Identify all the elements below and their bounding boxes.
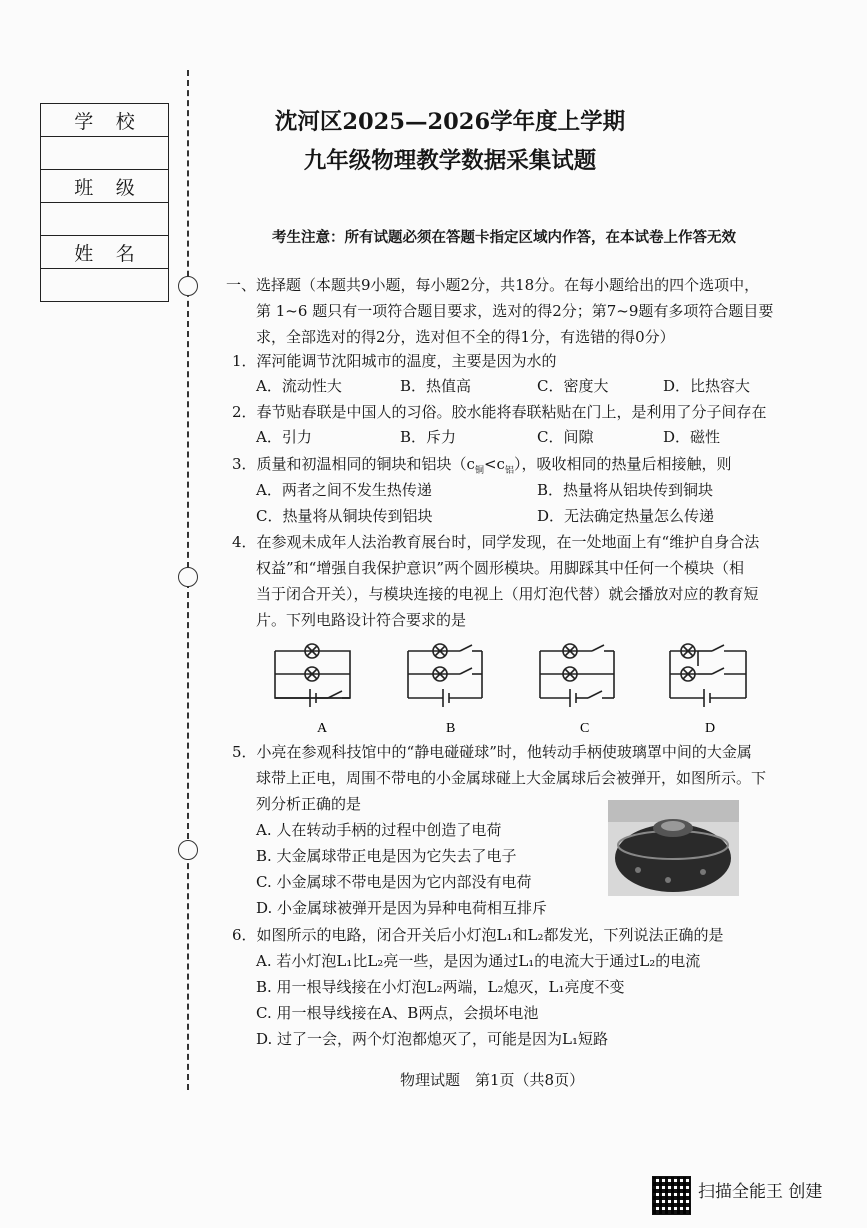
option: D．磁性 xyxy=(663,428,721,446)
option: C．间隙 xyxy=(537,428,594,446)
binding-hole xyxy=(178,840,198,860)
circuit-label-b: B xyxy=(446,721,456,736)
section-instruction: 一、选择题（本题共9小题，每小题2分，共18分。在每小题给出的四个选项中， xyxy=(226,276,760,294)
label: 学 xyxy=(74,110,94,133)
label: 校 xyxy=(115,110,135,133)
class-blank[interactable] xyxy=(41,203,168,236)
exam-title-line2: 九年级物理教学数据采集试题 xyxy=(303,148,597,174)
notice: 考生注意：所有试题必须在答题卡指定区域内作答，在本试卷上作答无效 xyxy=(272,229,736,246)
binding-hole xyxy=(178,567,198,587)
circuit-diagrams xyxy=(260,636,760,736)
exam-title-line1: 沈河区2025—2026学年度上学期 xyxy=(274,109,626,135)
question-stem: 球带上正电，周围不带电的小金属球碰上大金属球后会被弹开，如图所示。下 xyxy=(256,769,767,787)
question-stem: 2．春节贴春联是中国人的习俗。胶水能将春联粘贴在门上，是利用了分子间存在 xyxy=(232,403,767,421)
option: D. 过了一会，两个灯泡都熄灭了，可能是因为L₁短路 xyxy=(256,1030,609,1048)
circuit-label-c: C xyxy=(580,721,590,736)
option: B．斥力 xyxy=(400,428,457,446)
circuit-a xyxy=(275,644,350,707)
circuit-c xyxy=(540,644,614,707)
label: 姓 xyxy=(74,242,94,265)
question-stem: 3．质量和初温相同的铜块和铝块$(c_铜<c_铝)$，吸收相同的热量后相接触，则 xyxy=(232,455,732,476)
option: A．流动性大 xyxy=(256,377,342,395)
question-stem: 权益”和“增强自我保护意识”两个圆形模块。用脚踩其中任何一个模块（相 xyxy=(256,559,745,577)
option: D．比热容大 xyxy=(663,377,751,395)
electrostatic-ball-photo xyxy=(608,800,739,896)
name-row xyxy=(41,236,168,269)
section-instruction: 第 1~6 题只有一项符合题目要求，选对的得2分；第7~9题有多项符合题目要 xyxy=(256,302,774,320)
section-instruction: 求，全部选对的得2分，选对但不全的得1分，有选错的得0分） xyxy=(256,328,675,346)
option: A. 人在转动手柄的过程中创造了电荷 xyxy=(256,821,502,839)
question-stem: 6．如图所示的电路，闭合开关后小灯泡L₁和L₂都发光，下列说法正确的是 xyxy=(232,926,724,944)
qr-code-icon xyxy=(652,1176,691,1215)
option: D. 小金属球被弹开是因为异种电荷相互排斥 xyxy=(256,899,548,917)
question-stem: 当于闭合开关），与模块连接的电视上（用灯泡代替）就会播放对应的教育短 xyxy=(256,585,759,603)
option: A．两者之间不发生热传递 xyxy=(256,481,432,499)
option: B．热量将从铝块传到铜块 xyxy=(537,481,714,499)
option: C．热量将从铜块传到铝块 xyxy=(256,507,433,525)
option: A．引力 xyxy=(256,428,312,446)
option: B. 用一根导线接在小灯泡L₂两端，L₂熄灭，L₁亮度不变 xyxy=(256,978,625,996)
question-stem: 5．小亮在参观科技馆中的“静电碰碰球”时，他转动手柄使玻璃罩中间的大金属 xyxy=(232,743,752,761)
option: D．无法确定热量怎么传递 xyxy=(537,507,715,525)
question-stem: 1．浑河能调节沈阳城市的温度，主要是因为水的 xyxy=(232,352,557,370)
label: 级 xyxy=(115,176,135,199)
name-blank[interactable] xyxy=(41,269,168,301)
label: 班 xyxy=(74,176,94,199)
option: C．密度大 xyxy=(537,377,609,395)
option: B. 大金属球带正电是因为它失去了电子 xyxy=(256,847,517,865)
scanner-watermark: 扫描全能王 创建 xyxy=(698,1182,823,1202)
option: A. 若小灯泡L₁比L₂亮一些，是因为通过L₁的电流大于通过L₂的电流 xyxy=(256,952,701,970)
circuit-b xyxy=(408,644,482,707)
option: C. 小金属球不带电是因为它内部没有电荷 xyxy=(256,873,532,891)
question-stem: 列分析正确的是 xyxy=(256,795,362,813)
binding-hole xyxy=(178,276,198,296)
label: 名 xyxy=(115,242,135,265)
question-stem: 4．在参观未成年人法治教育展台时，同学发现，在一处地面上有“维护自身合法 xyxy=(232,533,760,551)
circuit-label-a: A xyxy=(317,721,328,736)
option: C. 用一根导线接在A、B两点，会损坏电池 xyxy=(256,1004,539,1022)
page-footer: 物理试题 第1页（共8页） xyxy=(400,1071,585,1089)
circuit-label-d: D xyxy=(705,721,716,736)
circuit-d xyxy=(670,644,746,707)
question-stem: 片。下列电路设计符合要求的是 xyxy=(256,611,467,629)
option: B．热值高 xyxy=(400,377,472,395)
